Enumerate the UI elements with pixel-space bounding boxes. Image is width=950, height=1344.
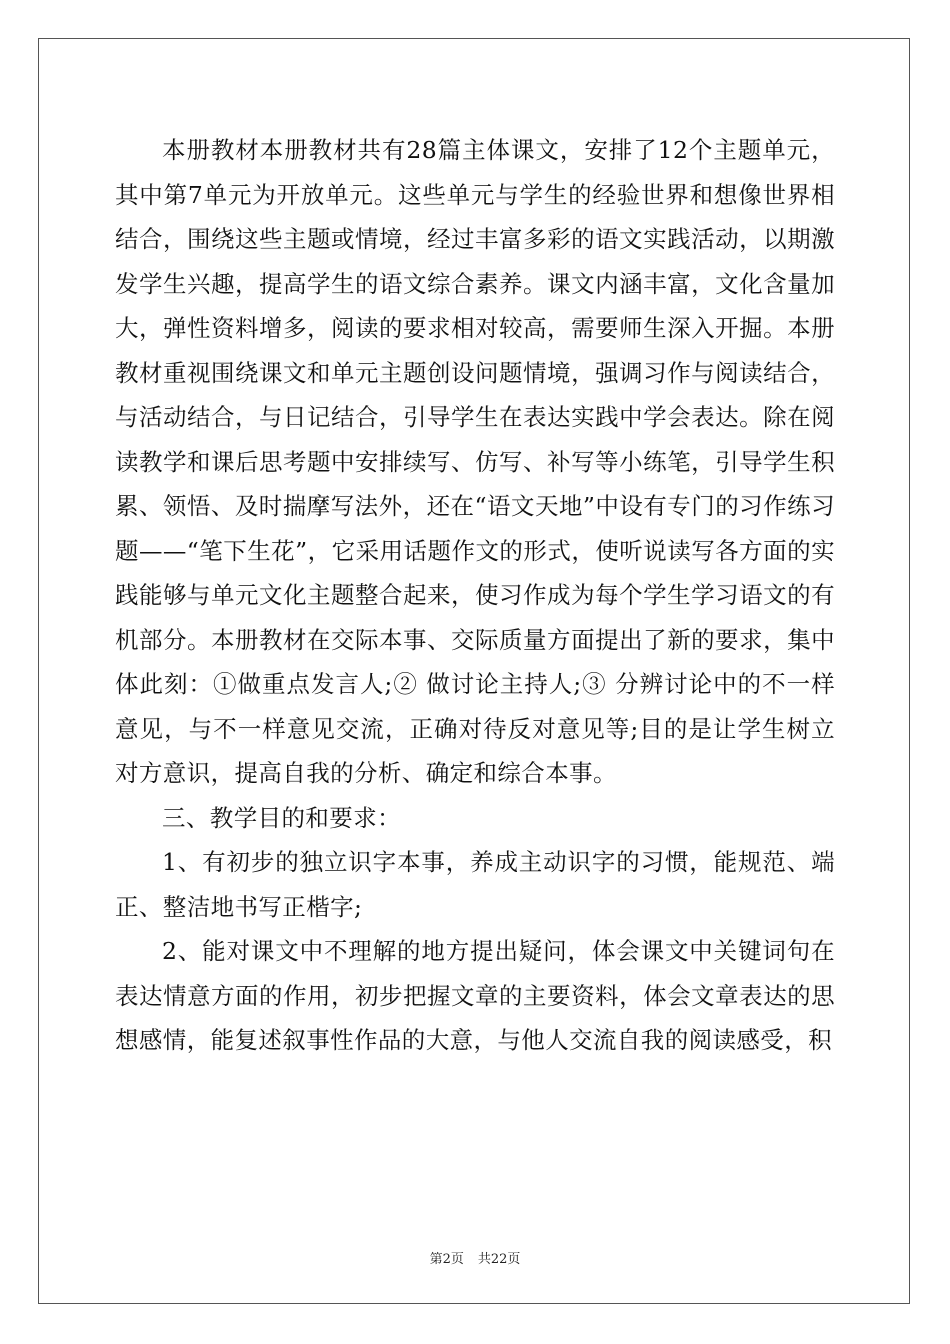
document-body: [115, 128, 835, 1063]
list-item-goal-1: 1、有初步的独立识字本事，养成主动识字的习惯，能规范、端正、整洁地书写正楷字;: [115, 848, 835, 921]
paragraph-textbook-overview: 本册教材本册教材共有28篇主体课文，安排了12个主题单元，其中第7单元为开放单元。这些单元与学生的经验世界和想像世界相结合，围绕这些主题或情境，经过丰富多彩的语文实践活动，以期激发学生兴趣，提高学生的语文综合素养。课文内涵丰富，文化含量加大，弹性资料增多，阅读的要求相对较高，需要师生深入开掘。本册教材重视围绕课文和单元主题创设问题情境，强调习作与阅读结合，与活动结合，与日记结合，引导学生在表达实践中学会表达。除在阅读教学和课后思考题中安排续写、仿写、补写等小练笔，引导学生积累、领悟、及时揣摩写法外，还在“语文天地”中设有专门的习作练习题——“笔下生花”，它采用话题作文的形式，使听说读写各方面的实践能够与单元文化主题整合起来，使习作成为每个学生学习语文的有机部分。本册教材在交际本事、交际质量方面提出了新的要求，集中体此刻：①做重点发言人;② 做讨论主持人;③ 分辨讨论中的不一样意见，与不一样意见交流，正确对待反对意见等;目的是让学生树立对方意识，提高自我的分析、确定和综合本事。: [115, 136, 835, 787]
page-total: 共22页: [477, 1252, 521, 1267]
list-item-goal-2: 2、能对课文中不理解的地方提出疑问，体会课文中关键词句在表达情意方面的作用，初步把握文章的主要资料，体会文章表达的思想感情，能复述叙事性作品的大意，与他人交流自我的阅读感受，积: [115, 937, 835, 1054]
page-footer: [0, 1248, 950, 1267]
page-number: 第2页: [429, 1252, 464, 1267]
section-heading-teaching-goals: 三、教学目的和要求：: [162, 803, 401, 832]
